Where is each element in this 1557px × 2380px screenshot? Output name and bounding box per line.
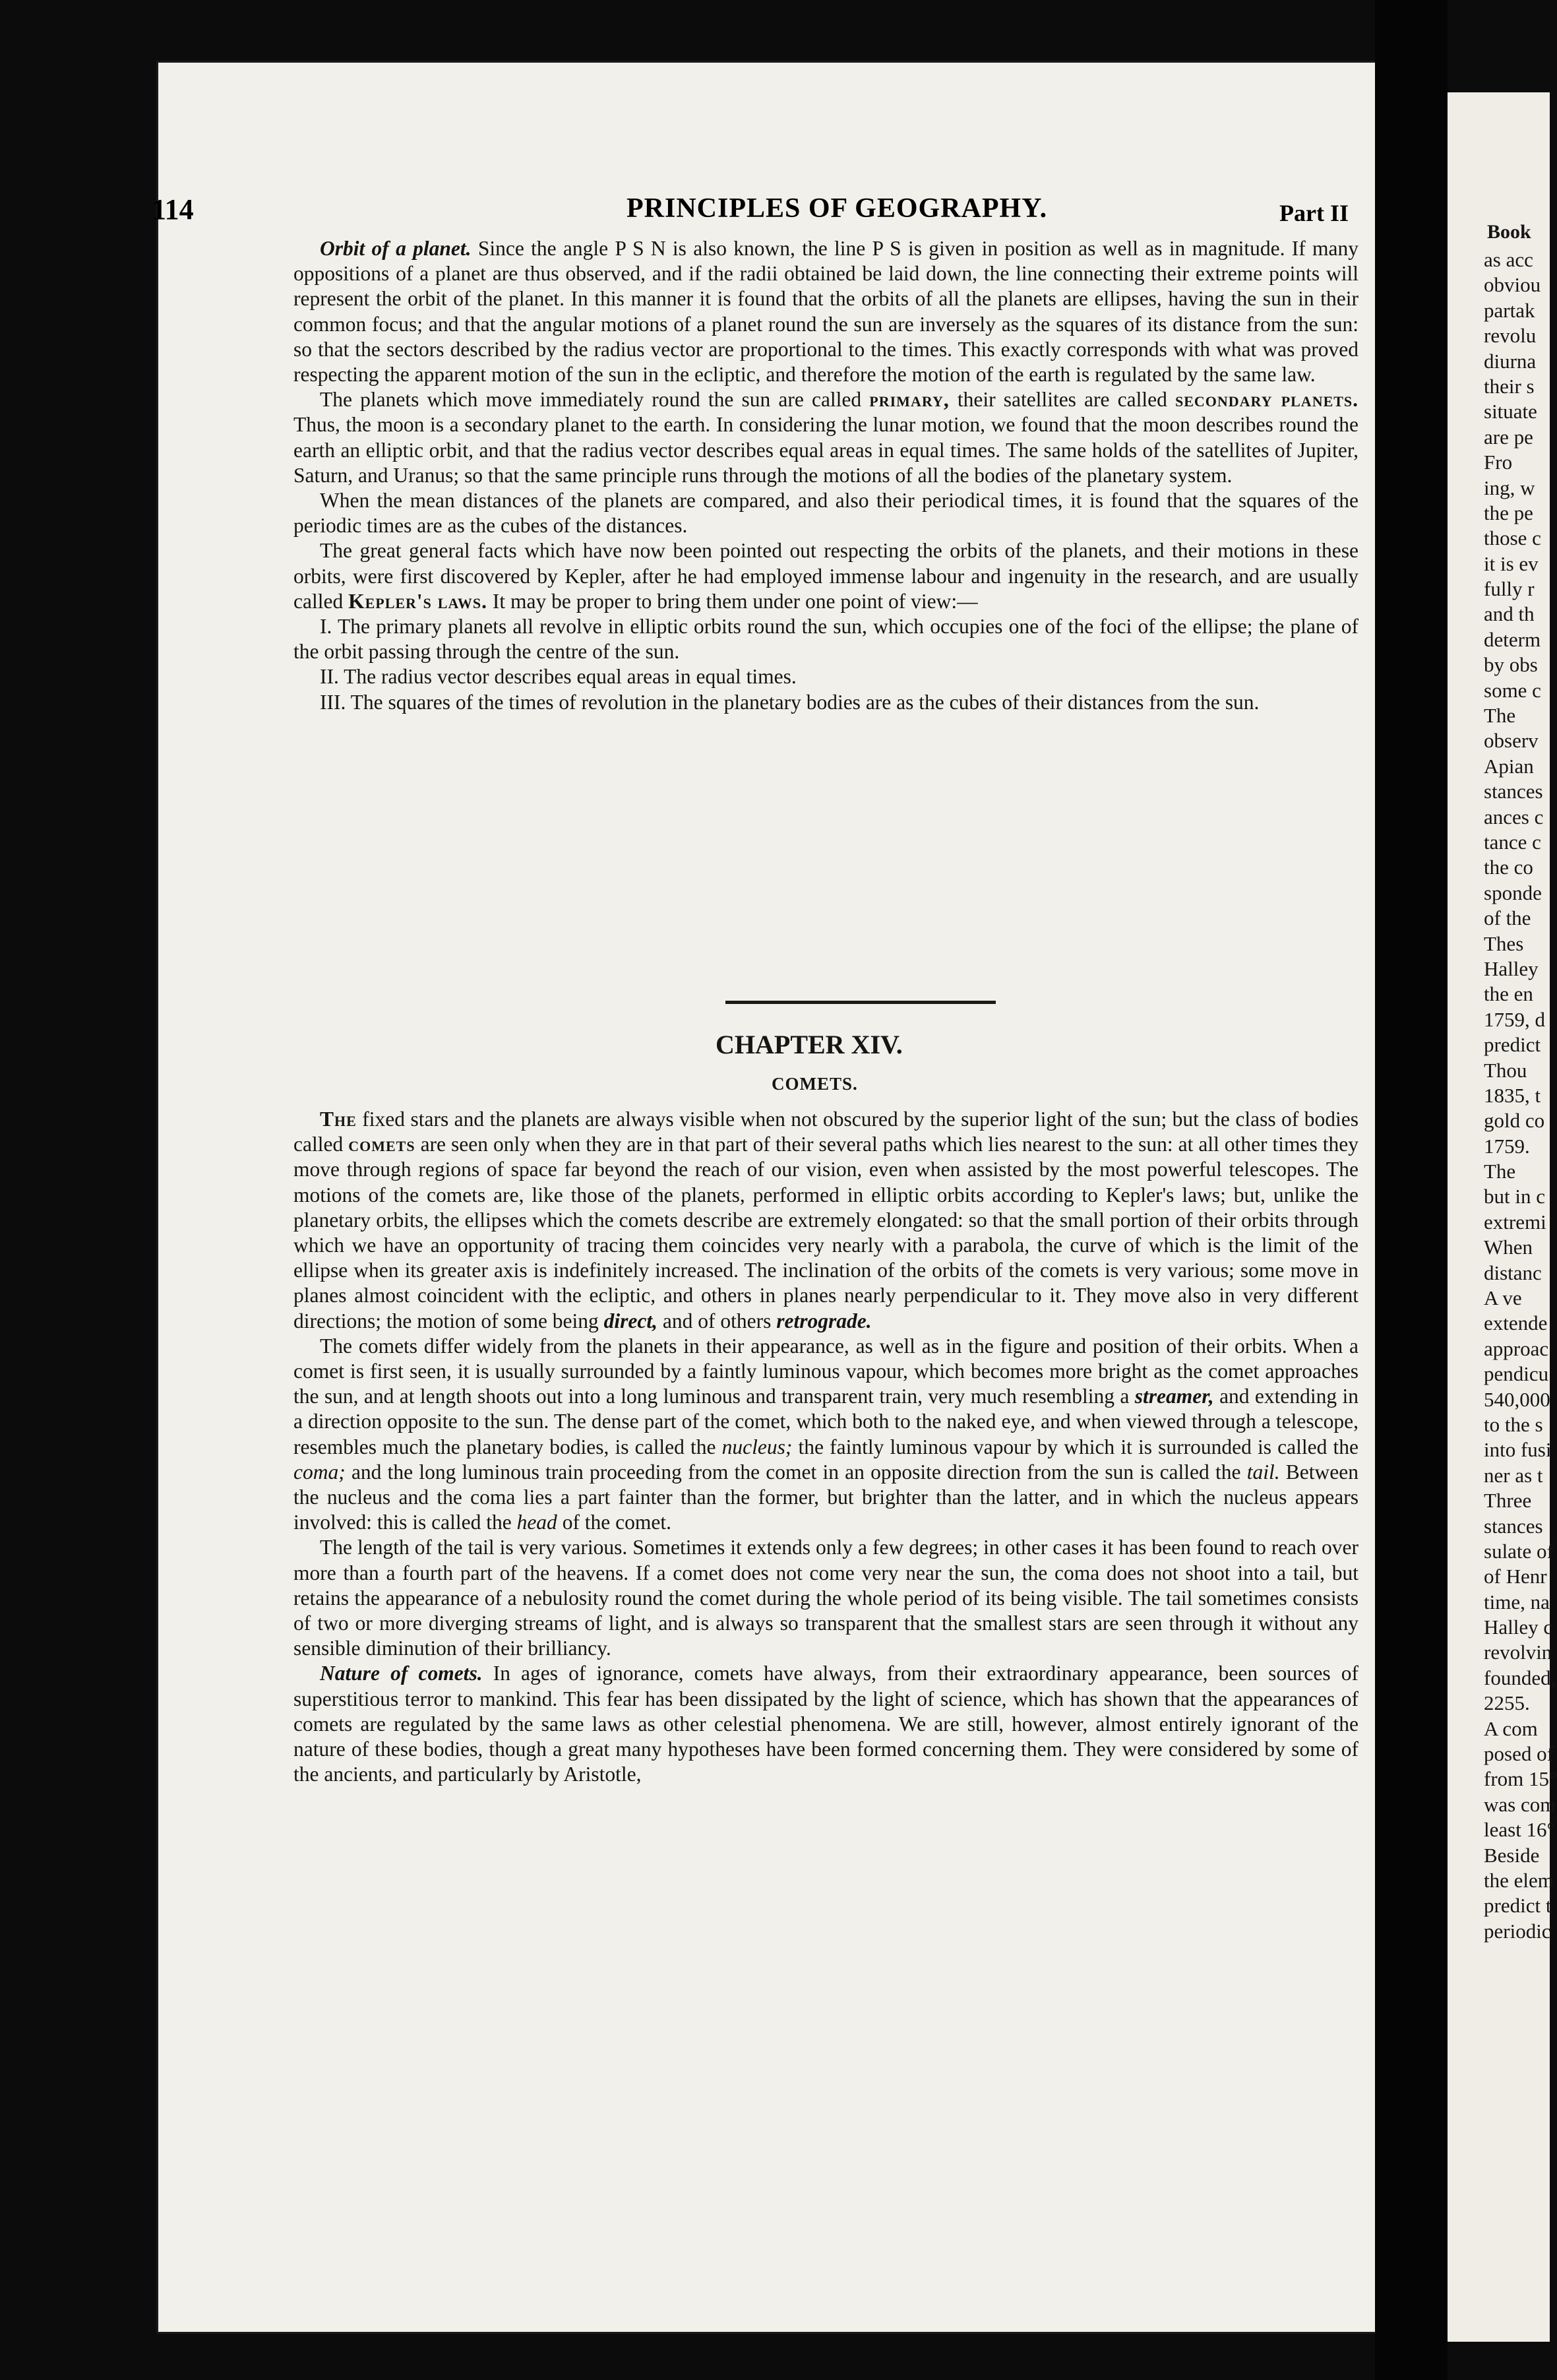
facing-page-line: A com	[1484, 1716, 1538, 1740]
paragraph-comet-appearance	[293, 1334, 1359, 1536]
facing-page-line: 1759, d	[1484, 1007, 1545, 1031]
facing-page-line: pendicu	[1484, 1362, 1549, 1386]
paragraph-text: It may be proper to bring them under one point of view:—	[492, 589, 978, 613]
facing-page-line: into fusi	[1484, 1438, 1552, 1462]
facing-page-line: of the	[1484, 906, 1531, 930]
facing-page-line: but in c	[1484, 1185, 1545, 1208]
facing-page-text	[1484, 247, 1557, 1944]
term-keplers-laws: Kepler's laws.	[348, 589, 488, 613]
paragraph-text: and extending in a direction opposite to the sun. The dense part of the comet, which both to the naked eye, and when viewed through a telescope, resembles much the planetary bodies, is called the	[293, 1385, 1359, 1458]
facing-page-line: founded,	[1484, 1666, 1556, 1689]
facing-page-line: the pe	[1484, 501, 1533, 524]
paragraph-text: of the comet.	[562, 1511, 672, 1534]
paragraph-text: Thus, the moon is a secondary planet to the earth. In considering the lunar motion, we found that the moon describes round the earth an elliptic orbit, and that the radius vector describes equal areas in equal times. The same holds of the satellites of Jupiter, Saturn, and Uranus; so that the same principle runs through the motions of all the bodies of the planetary system.	[293, 413, 1359, 487]
paragraph-text: are seen only when they are in that part of their several paths which lies nearest to the sun: at all other times they move through regions of space far beyond the reach of our vision, even when assisted by the most powerful telescopes. The motions of the comets are, like those of the planets, performed in elliptic orbits according to Kepler's laws; but, unlike the planetary orbits, the ellipses which the comets describe are extremely elongated: so that the small portion of their orbits through which we have an opportunity of tracing them coincides very nearly with a parabola, the curve of which is the limit of the ellipse when its greater axis is indefinitely increased. The inclination of the orbits of the comets is very various; some move in planes almost coincident with the ecliptic, and others in planes nearly perpendicular to it. They move also in very different directions; the motion of some being	[293, 1133, 1359, 1332]
facing-page-line: 1835, t	[1484, 1083, 1541, 1107]
facing-page-line: by obs	[1484, 653, 1538, 677]
facing-page-line: fully r	[1484, 577, 1535, 601]
facing-page-line: periodic	[1484, 1919, 1551, 1943]
facing-page-line: of Henr	[1484, 1565, 1547, 1588]
facing-page-line: observ	[1484, 729, 1539, 753]
term-secondary-planets: secondary planets.	[1175, 388, 1359, 412]
facing-page-line: was com	[1484, 1792, 1556, 1816]
section-divider	[725, 1001, 996, 1004]
facing-page-head: Book	[1487, 221, 1531, 243]
facing-page-line: approac	[1484, 1336, 1549, 1360]
facing-page-line: some c	[1484, 678, 1541, 702]
facing-page-line: obviou	[1484, 273, 1541, 297]
law-1: I. The primary planets all revolve in elliptic orbits round the sun, which occupies one of the foci of the ellipse; the plane of the orbit passing through the centre of the sun.	[293, 615, 1359, 664]
facing-page-line: as acc	[1484, 248, 1533, 271]
paragraph-text: The comets differ widely from the planets in their appearance, as well as in the figure and position of their orbits. When a comet is first seen, it is usually surrounded by a faintly luminous vapour, which becomes more bright as the comet approaches the sun, and at length shoots out into a long luminous and transparent train, very much resembling a	[293, 1334, 1359, 1408]
facing-page-line: revolvin	[1484, 1641, 1552, 1664]
facing-page-line: it is ev	[1484, 551, 1539, 575]
paragraph-orbit	[293, 236, 1359, 387]
comets-section	[293, 1107, 1359, 1787]
facing-page-line: partak	[1484, 298, 1535, 322]
facing-page-line: the en	[1484, 982, 1533, 1006]
facing-page-line: 540,000	[1484, 1387, 1550, 1411]
term-streamer: streamer,	[1134, 1385, 1214, 1408]
facing-page-line: The	[1484, 1160, 1516, 1183]
facing-page-line: extende	[1484, 1311, 1548, 1335]
facing-page-line: ner as t	[1484, 1463, 1543, 1487]
paragraph-text: In ages of ignorance, comets have always, from their extraordinary appearance, been sources of superstitious terror to mankind. This fear has been dissipated by the light of science, which has shown that the appearances of comets are regulated by the same laws as other celestial phenomena. We are still, however, almost entirely ignorant of the nature of these bodies, though a great many hypotheses have been formed concerning them. They were considered by some of the ancients, and particularly by Aristotle,	[293, 1662, 1359, 1786]
paragraph-tail-length: The length of the tail is very various. Sometimes it extends only a few degrees; in other cases it has been found to reach over more than a fourth part of the heavens. If a comet does not come very near the sun, the coma does not shoot into a tail, but retains the appearance of a nebulosity round the comet during the whole period of its being visible. The tail sometimes consists of two or more diverging streams of light, and is always so transparent that the smallest stars are seen through it without any sensible diminution of their brilliancy.	[293, 1536, 1359, 1660]
facing-page-line: the co	[1484, 856, 1533, 879]
paragraph-kepler	[293, 538, 1359, 614]
facing-page-line: Fro	[1484, 451, 1513, 474]
opening-word: The	[320, 1108, 357, 1131]
facing-page-line: determ	[1484, 627, 1541, 651]
facing-page-line: their s	[1484, 374, 1535, 398]
paragraph-periodic-times: When the mean distances of the planets are compared, and also their periodical times, it is found that the squares of the periodic times are as the cubes of the distances.	[293, 489, 1359, 538]
facing-page-line: Apian	[1484, 754, 1534, 778]
facing-page-line: tance c	[1484, 830, 1541, 854]
paragraph-text: and of others	[662, 1309, 772, 1332]
running-title: PRINCIPLES OF GEOGRAPHY.	[626, 193, 1048, 224]
part-label: Part II	[1279, 200, 1349, 226]
facing-page-line: and th	[1484, 602, 1535, 626]
facing-page-line: revolu	[1484, 324, 1537, 348]
facing-page-line: sulate of	[1484, 1539, 1554, 1563]
facing-page-line: from 15°	[1484, 1767, 1557, 1791]
facing-page-line: 1759.	[1484, 1134, 1530, 1158]
side-heading: Orbit of a planet.	[320, 237, 472, 260]
facing-page-line: diurna	[1484, 349, 1537, 373]
paragraph-text: and the long luminous train proceeding from the comet in an opposite direction from the sun is called the	[351, 1460, 1241, 1484]
facing-page-line: stances	[1484, 1514, 1543, 1538]
term-primary: primary,	[869, 388, 950, 412]
paragraph-primary-planets	[293, 387, 1359, 488]
facing-page-line: ances c	[1484, 805, 1544, 829]
facing-page-line: are pe	[1484, 425, 1533, 449]
facing-page-line: A ve	[1484, 1286, 1522, 1310]
facing-page-line: time, na	[1484, 1590, 1550, 1613]
term-coma: coma;	[293, 1460, 346, 1484]
page-number: 114	[152, 193, 194, 226]
facing-page-line: predict t	[1484, 1894, 1552, 1918]
side-heading: Nature of comets.	[320, 1662, 483, 1685]
facing-page-line: posed of	[1484, 1742, 1554, 1766]
facing-page-line: Halley	[1484, 956, 1539, 980]
term-head: head	[516, 1511, 557, 1534]
term-nucleus: nucleus;	[721, 1435, 793, 1458]
facing-page-line: distanc	[1484, 1261, 1542, 1284]
facing-page-line: Beside	[1484, 1843, 1540, 1867]
facing-page-line: Halley c	[1484, 1615, 1553, 1639]
facing-page-line: predict	[1484, 1033, 1541, 1057]
facing-page-line: ing, w	[1484, 476, 1535, 499]
facing-page-line: those c	[1484, 526, 1541, 550]
paragraph-text: their satellites are called	[957, 388, 1167, 412]
facing-page-line: extremi	[1484, 1210, 1546, 1234]
paragraph-text: The great general facts which have now been pointed out respecting the orbits of the planets, and their motions in these orbits, were first discovered by Kepler, after he had employed immense labour and ingenuity in the research, and are usually called	[293, 539, 1359, 613]
facing-page-line: least 16°	[1484, 1818, 1555, 1842]
facing-page-line: When	[1484, 1236, 1533, 1259]
facing-page-line: Thou	[1484, 1058, 1527, 1082]
facing-page-line: situate	[1484, 400, 1537, 423]
facing-page-line: Thes	[1484, 931, 1524, 955]
chapter-subtitle: COMETS.	[772, 1074, 858, 1094]
paragraph-text: Between the nucleus and the coma lies a part fainter than the former, but brighter than the latter, and in which the nucleus appears involved: this is called the	[293, 1460, 1359, 1534]
paragraph-text: the faintly luminous vapour by which it is surrounded is called the	[798, 1435, 1359, 1458]
paragraph-nature-of-comets	[293, 1661, 1359, 1787]
facing-page-line: to the s	[1484, 1412, 1543, 1436]
chapter-title: CHAPTER XIV.	[716, 1030, 903, 1059]
facing-page-line: sponde	[1484, 881, 1542, 904]
facing-page-line: stances	[1484, 780, 1543, 803]
term-retrograde: retrograde.	[776, 1309, 872, 1332]
term-direct: direct,	[603, 1309, 658, 1332]
paragraph-comets-intro	[293, 1107, 1359, 1334]
kepler-section	[293, 236, 1359, 715]
facing-page-line: 2255.	[1484, 1691, 1530, 1715]
book-gutter	[1375, 0, 1448, 2380]
facing-page-line: Three	[1484, 1489, 1532, 1513]
facing-page-line: the elem	[1484, 1869, 1554, 1892]
paragraph-text: The planets which move immediately round the sun are called	[320, 388, 862, 412]
term-tail: tail.	[1246, 1460, 1280, 1484]
term-comets: comets	[348, 1133, 415, 1156]
paragraph-text: fixed stars and the planets are always visible when not obscured by the superior light of the sun; but the class of bodies called	[293, 1108, 1359, 1156]
law-2: II. The radius vector describes equal areas in equal times.	[320, 665, 797, 689]
law-3: III. The squares of the times of revolution in the planetary bodies are as the cubes of their distances from the sun.	[320, 690, 1260, 714]
facing-page-line: The	[1484, 704, 1516, 728]
facing-page-line: gold co	[1484, 1109, 1545, 1133]
paragraph-text: Since the angle P S N is also known, the line P S is given in position as well as in magnitude. If many oppositions of a planet are thus observed, and if the radii obtained be laid down, the line connecting their extreme points will represent the orbit of the planet. In this manner it is found that the orbits of all the planets are ellipses, having the sun in their common focus; and that the angular motions of a planet round the sun are inversely as the squares of its distance from the sun: so that the sectors described by the radius vector are proportional to the times. This exactly corresponds with what was proved respecting the apparent motion of the sun in the ecliptic, and therefore the motion of the earth is regulated by the same law.	[293, 237, 1359, 387]
